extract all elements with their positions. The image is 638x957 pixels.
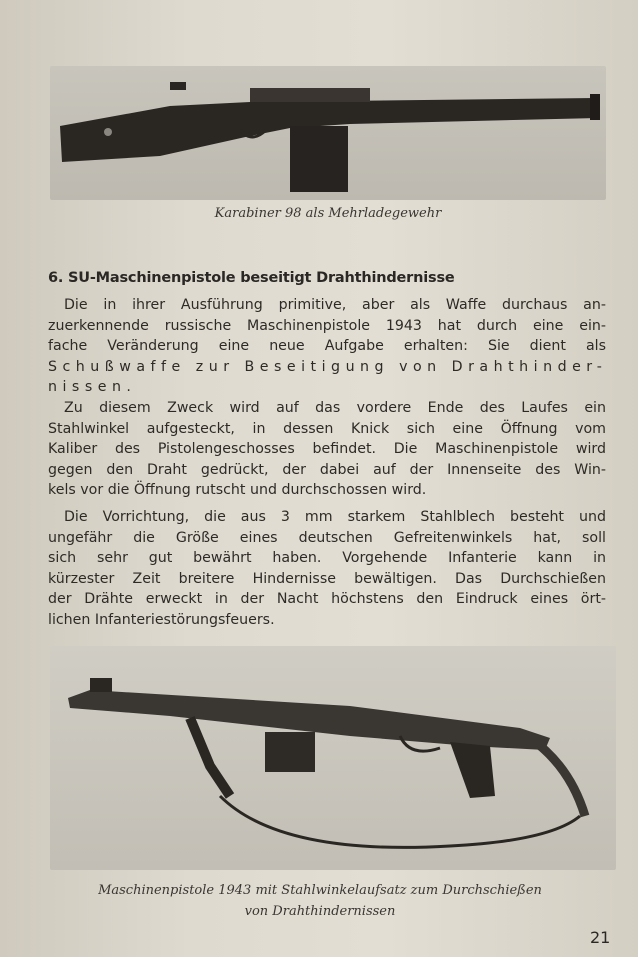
text-line: Die Vorrichtung, die aus 3 mm starkem Stahlblech besteht und: [64, 509, 606, 525]
submachine-gun-photo: [50, 646, 616, 870]
text-line: Zu diesem Zweck wird auf das vordere Ende des Laufes ein: [64, 400, 606, 416]
text-line: gegen den Draht gedrückt, der dabei auf der Innenseite des Win-: [48, 461, 606, 478]
text-line: Die in ihrer Ausführung primitive, aber als Waffe durchaus an-: [64, 297, 606, 313]
text-line: nissen.: [48, 379, 137, 396]
text-line: Schußwaffe zur Beseitigung von Drahthinder-: [48, 358, 608, 375]
text-line: zuerkennende russische Maschinenpistole 1943 hat durch eine ein-: [48, 317, 606, 334]
text-line: kürzester Zeit breitere Hindernisse bewältigen. Das Durchschießen: [48, 570, 606, 587]
text-line: fache Veränderung eine neue Aufgabe erhalten: Sie dient als: [48, 338, 606, 355]
text-line: der Drähte erweckt in der Nacht höchstens den Eindruck eines ört-: [48, 591, 606, 608]
text-line: lichen Infanteriestörungsfeuers.: [48, 611, 275, 628]
text-line: ungefähr die Größe eines deutschen Gefreitenwinkels hat, soll: [48, 529, 606, 546]
section-heading: 6. SU-Maschinenpistole beseitigt Drahthindernisse: [48, 270, 455, 286]
page-number: 21: [590, 928, 611, 947]
text-line: sich sehr gut bewährt haben. Vorgehende Infanterie kann in: [48, 550, 606, 567]
text-line: kels vor die Öffnung rutscht und durchschossen wird.: [48, 482, 427, 499]
text-line: Stahlwinkel aufgesteckt, in dessen Knick sich eine Öffnung vom: [48, 420, 606, 437]
paragraph-3: [48, 507, 606, 631]
photo2-caption: [60, 880, 580, 922]
maschinenpistole-1943-image: [50, 646, 616, 870]
caption-line: Maschinenpistole 1943 mit Stahlwinkelaufsatz zum Durchschießen: [98, 883, 542, 898]
caption-line: von Drahthindernissen: [244, 904, 396, 919]
text-line: Kaliber des Pistolengeschosses befindet. Die Maschinenpistole wird: [48, 441, 606, 458]
karabiner-98-image: [50, 66, 606, 200]
rifle-photo: [50, 66, 606, 200]
paragraph-2: [48, 398, 606, 501]
paragraph-1: [48, 295, 606, 398]
photo1-caption: Karabiner 98 als Mehrladegewehr: [214, 206, 442, 221]
